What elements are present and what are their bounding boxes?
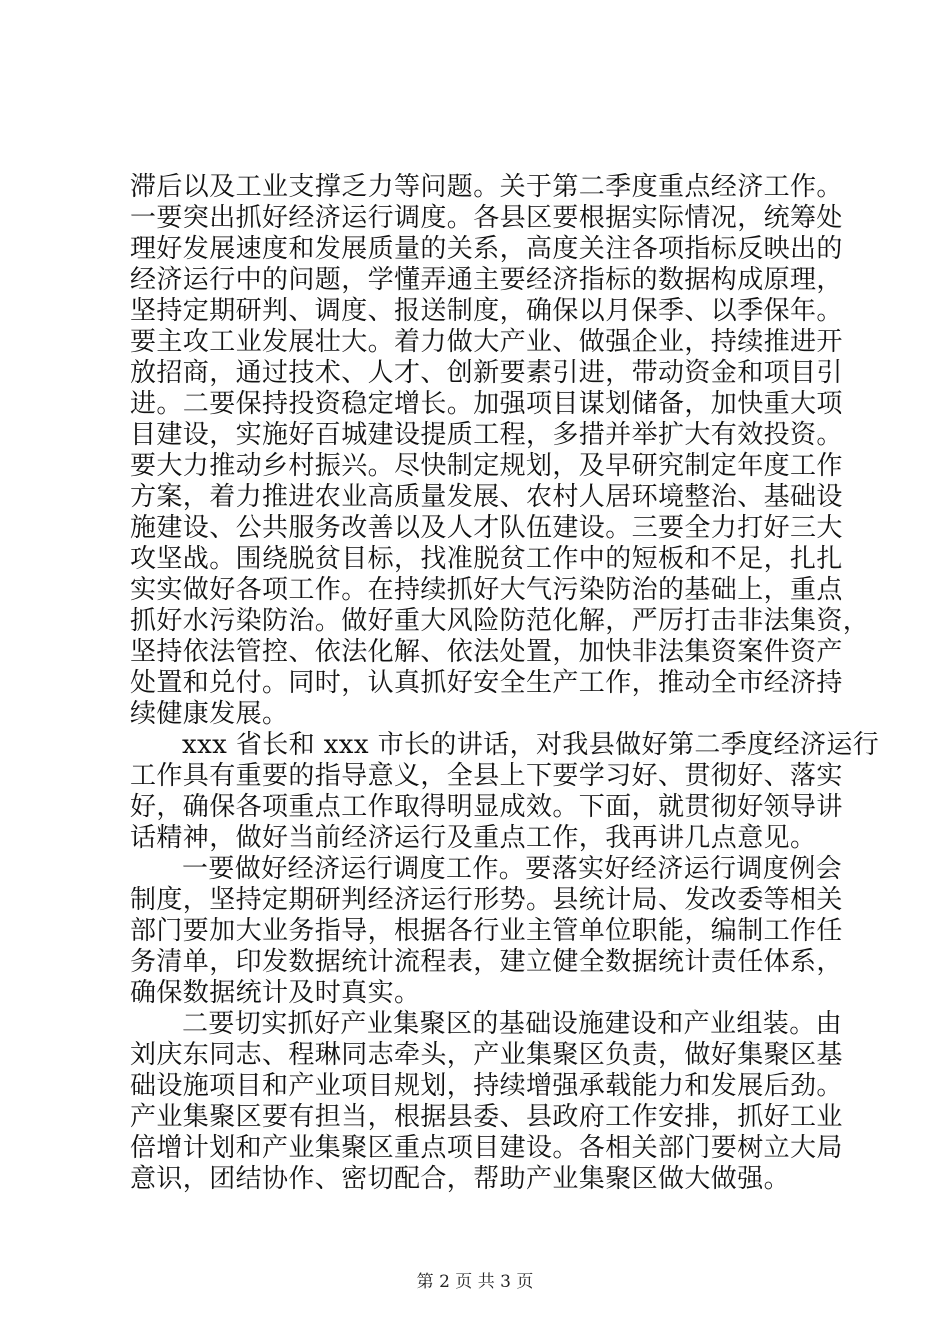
text-line: 处置和兑付。同时，认真抓好安全生产工作，推动全市经济持	[130, 668, 843, 698]
text-line: 方案，着力推进农业高质量发展、农村人居环境整治、基础设	[130, 482, 843, 512]
text-line: 制度，坚持定期研判经济运行形势。县统计局、发改委等相关	[130, 885, 843, 915]
text-line: 好，确保各项重点工作取得明显成效。下面，就贯彻好领导讲	[130, 792, 843, 822]
text-line: 工作具有重要的指导意义，全县上下要学习好、贯彻好、落实	[130, 761, 843, 791]
text-line: 要主攻工业发展壮大。着力做大产业、做强企业，持续推进开	[130, 327, 843, 357]
text-line: 经济运行中的问题，学懂弄通主要经济指标的数据构成原理，	[130, 265, 843, 295]
text-line: 确保数据统计及时真实。	[130, 978, 421, 1008]
text-line: 一要突出抓好经济运行调度。各县区要根据实际情况，统筹处	[130, 203, 843, 233]
text-line: 续健康发展。	[130, 699, 289, 729]
text-line: 进。二要保持投资稳定增长。加强项目谋划储备，加快重大项	[130, 389, 843, 419]
text-line: 理好发展速度和发展质量的关系，高度关注各项指标反映出的	[130, 234, 843, 264]
text-line: 意识，团结协作、密切配合，帮助产业集聚区做大做强。	[130, 1164, 791, 1194]
text-line: 坚持定期研判、调度、报送制度，确保以月保季、以季保年。	[130, 296, 843, 326]
document-body	[130, 172, 880, 1195]
text-line: 施建设、公共服务改善以及人才队伍建设。三要全力打好三大	[130, 513, 843, 543]
paragraph-first-line: xxx 省长和 xxx 市长的讲话，对我县做好第二季度经济运行	[182, 730, 880, 760]
text-line: 部门要加大业务指导，根据各行业主管单位职能，编制工作任	[130, 916, 843, 946]
page-number: 第 2 页 共 3 页	[416, 1272, 534, 1292]
text-line: 础设施项目和产业项目规划，持续增强承载能力和发展后劲。	[130, 1071, 843, 1101]
text-line: 抓好水污染防治。做好重大风险防范化解，严厉打击非法集资，	[130, 606, 870, 636]
text-line: 话精神，做好当前经济运行及重点工作，我再讲几点意见。	[130, 823, 817, 853]
text-line: 坚持依法管控、依法化解、依法处置，加快非法集资案件资产	[130, 637, 843, 667]
text-line: 放招商，通过技术、人才、创新要素引进，带动资金和项目引	[130, 358, 843, 388]
text-line: 倍增计划和产业集聚区重点项目建设。各相关部门要树立大局	[130, 1133, 843, 1163]
text-line: 实实做好各项工作。在持续抓好大气污染防治的基础上，重点	[130, 575, 843, 605]
text-line: 刘庆东同志、程琳同志牵头，产业集聚区负责，做好集聚区基	[130, 1040, 843, 1070]
text-line: 滞后以及工业支撑乏力等问题。关于第二季度重点经济工作。	[130, 172, 843, 202]
paragraph-first-line: 二要切实抓好产业集聚区的基础设施建设和产业组装。由	[182, 1009, 843, 1039]
text-line: 目建设，实施好百城建设提质工程，多措并举扩大有效投资。	[130, 420, 843, 450]
text-line: 攻坚战。围绕脱贫目标，找准脱贫工作中的短板和不足，扎扎	[130, 544, 843, 574]
paragraph-first-line: 一要做好经济运行调度工作。要落实好经济运行调度例会	[182, 854, 843, 884]
text-line: 产业集聚区要有担当，根据县委、县政府工作安排，抓好工业	[130, 1102, 843, 1132]
text-line: 要大力推动乡村振兴。尽快制定规划，及早研究制定年度工作	[130, 451, 843, 481]
text-line: 务清单，印发数据统计流程表，建立健全数据统计责任体系，	[130, 947, 843, 977]
